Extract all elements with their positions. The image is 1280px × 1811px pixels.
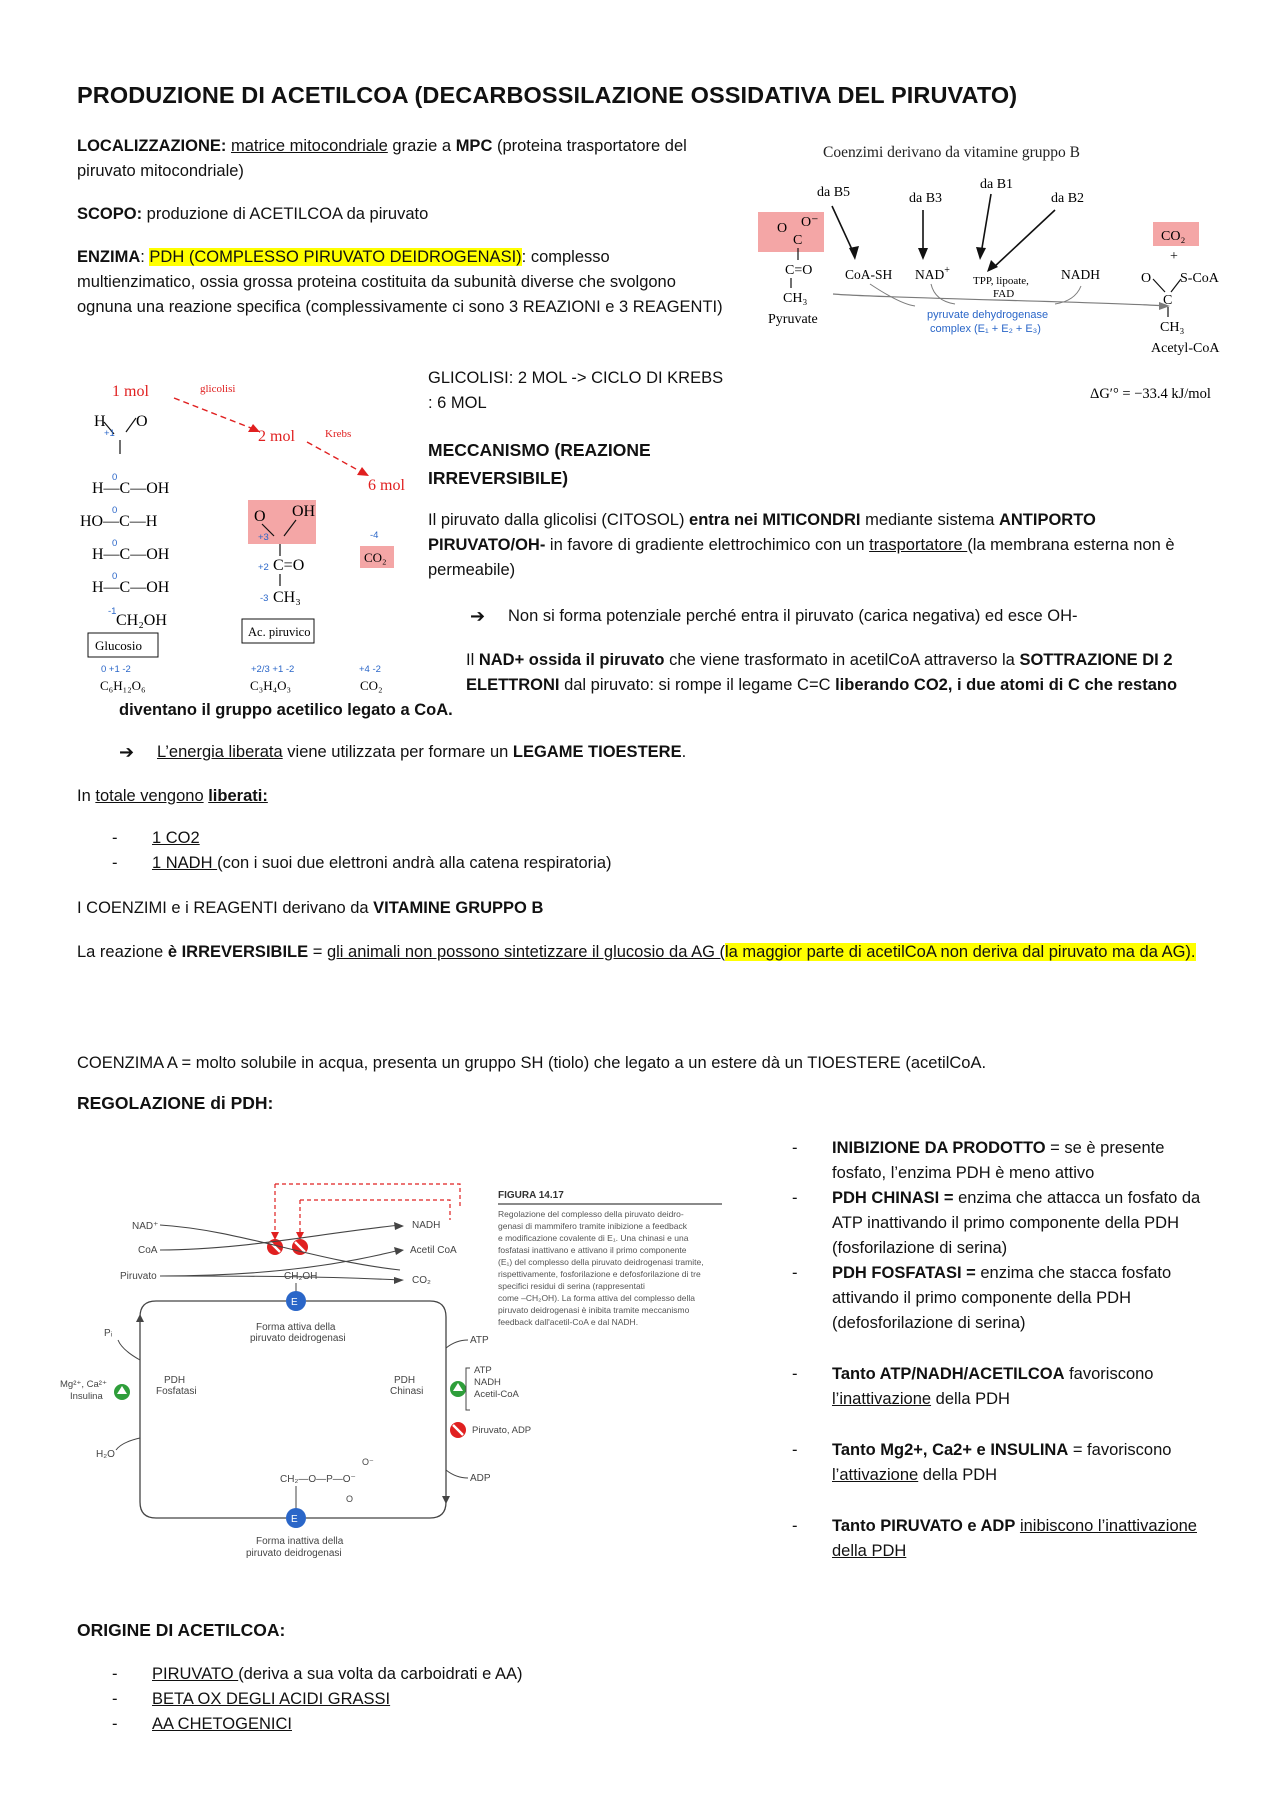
list-item: [112, 1662, 1012, 1687]
dash-icon: -: [792, 1365, 798, 1383]
list-item: [112, 851, 1012, 876]
mechanism-paragraph: [428, 508, 1203, 583]
localizzazione-link: matrice mitocondriale: [231, 137, 388, 155]
da-b2-label: da B2: [1051, 191, 1085, 206]
svg-text:NADH: NADH: [412, 1220, 441, 1231]
co2-label: CO₂: [364, 550, 387, 565]
arrow-icon: ➔: [470, 606, 486, 626]
origine-heading: ORIGINE DI ACETILCOA:: [77, 1620, 286, 1640]
svg-text:C=O: C=O: [273, 557, 305, 574]
svg-text:H—C—OH: H—C—OH: [92, 579, 170, 596]
ac-piruvico-label: Ac. piruvico: [248, 625, 311, 639]
svg-text:rispettivamente, fosforilazion: rispettivamente, fosforilazione e defosforilazione di tre: [498, 1269, 701, 1279]
coenzimi-bold: VITAMINE GRUPPO B: [373, 899, 544, 917]
irrev-bold: è IRREVERSIBILE: [167, 943, 309, 961]
dash-icon: -: [112, 1690, 118, 1708]
meccanismo-heading: MECCANISMO (REAZIONE IRREVERSIBILE): [428, 440, 651, 488]
formula-glucose: C₆H₁₂O₆: [100, 678, 146, 693]
formula-pyruvic: C₃H₄O₃: [250, 678, 292, 693]
glicolisi-note: GLICOLISI: 2 MOL -> CICLO DI KREBS : 6 MOL: [428, 369, 724, 412]
nadh-label: NADH: [1061, 267, 1100, 282]
origine-2-u: AA CHETOGENICI: [152, 1715, 292, 1733]
irrev-underline: gli animali non possono sintetizzare il glucosio da AG (: [326, 943, 725, 961]
svg-text:0 +1 -2: 0 +1 -2: [101, 664, 131, 675]
totale-underline: totale vengono: [95, 787, 204, 805]
svg-text:H₂O: H₂O: [96, 1449, 115, 1460]
list-item: [112, 1712, 1012, 1737]
pyruvate-label: Pyruvate: [768, 312, 818, 327]
svg-text:+2: +2: [258, 562, 269, 573]
reg-0-t: = se è presente fosfato, l’enzima PDH è meno attivo: [832, 1139, 1165, 1182]
nad-label: NAD+: [915, 265, 950, 282]
svg-text:HO—C—H: HO—C—H: [80, 513, 158, 530]
localizzazione-rest: (proteina trasportatore del piruvato mitocondriale): [77, 137, 687, 180]
dash-icon: -: [792, 1517, 798, 1535]
da-b5-label: da B5: [817, 185, 851, 200]
enzyme-name-line2: complex (E₁ + E₂ + E₃): [930, 323, 1041, 335]
origine-list: [112, 1662, 1012, 1737]
list-item: [792, 1438, 1217, 1488]
enzima-highlight: PDH (COMPLESSO PIRUVATO DEIDROGENASI): [149, 248, 522, 266]
localizzazione-paragraph: [77, 134, 737, 184]
svg-text:0: 0: [112, 571, 118, 582]
figure-label: FIGURA 14.17: [498, 1190, 564, 1201]
svg-text:-4: -4: [370, 530, 379, 541]
origine-0-t: (deriva a sua volta da carboidrati e AA): [238, 1665, 523, 1683]
reg2-0-u: l’inattivazione: [832, 1390, 932, 1408]
scopo-text: produzione di ACETILCOA da piruvato: [142, 205, 429, 223]
svg-text:Piruvato, ADP: Piruvato, ADP: [472, 1425, 532, 1436]
svg-text:0: 0: [112, 538, 118, 549]
list-item: [792, 1186, 1217, 1261]
svg-text:-1: -1: [108, 606, 117, 617]
regulation-list: [792, 1136, 1217, 1564]
svg-text:C=O: C=O: [785, 263, 813, 278]
enzima-text: : complesso multienzimatico, ossia grossa proteina costituita da subunità diverse che svolgono ognuna una reazione specifica (complessivamente ci sono 3 REAZIONI e 3 REAGENTI): [77, 248, 723, 316]
svg-text:Acetil CoA: Acetil CoA: [410, 1245, 457, 1256]
dash-icon: -: [112, 854, 118, 872]
mech-underline-1: trasportatore: [869, 536, 968, 554]
delta-g-label: ΔG′° = −33.4 kJ/mol: [1090, 386, 1211, 402]
list-item: [792, 1514, 1217, 1564]
svg-text:Fosfatasi: Fosfatasi: [156, 1386, 197, 1397]
coenzymes-title: Coenzimi derivano da vitamine gruppo B: [823, 144, 1080, 161]
reg2-1-u: l’attivazione: [832, 1466, 919, 1484]
dash-icon: -: [112, 1665, 118, 1683]
liberati-list: [112, 826, 1012, 876]
reg2-1-b: Tanto Mg2+, Ca2+ e INSULINA: [832, 1441, 1069, 1459]
svg-text:-3: -3: [260, 593, 269, 604]
svg-text:PDH: PDH: [394, 1375, 416, 1386]
coenzymes-figure: [755, 136, 1245, 406]
mech-text-4: (la membrana esterna non è permeabile): [428, 536, 1175, 579]
svg-text:O⁻: O⁻: [801, 215, 819, 230]
localizzazione-label: LOCALIZZAZIONE:: [77, 137, 227, 155]
enzima-colon: :: [140, 248, 150, 266]
mol2-label: 2 mol: [258, 428, 295, 445]
reg-2-t: enzima che stacca fosfato attivando il primo componente della PDH (defosforilazione di serina): [832, 1264, 1172, 1332]
reg-1-t: enzima che attacca un fosfato da ATP inattivando il primo componente della PDH (fosforilazione di serina): [832, 1189, 1201, 1257]
svg-text:O⁻: O⁻: [362, 1457, 374, 1467]
svg-text:come –CH₂OH). La forma attiva: come –CH₂OH). La forma attiva del complesso della: [498, 1293, 695, 1303]
energia-underline: L’energia liberata: [157, 743, 283, 761]
krebs-label: Krebs: [325, 428, 352, 440]
enzyme-name-line1: pyruvate dehydrogenase: [927, 309, 1049, 321]
svg-text:CH₂—O—P—O⁻: CH₂—O—P—O⁻: [280, 1474, 356, 1485]
irrev-highlight: la maggior parte di acetilCoA non deriva dal piruvato ma da AG).: [724, 943, 1196, 961]
svg-text:H—C—OH: H—C—OH: [92, 480, 170, 497]
coenzima-a-paragraph: COENZIMA A = molto solubile in acqua, presenta un gruppo SH (tiolo) che legato a un estere dà un TIOESTERE (acetilCoA.: [77, 1054, 987, 1072]
dash-icon: -: [792, 1189, 798, 1207]
nad-text-3: dal piruvato: si rompe il legame C=C: [559, 676, 836, 694]
svg-text:O: O: [136, 413, 148, 430]
mech-bold-1: entra nei MITICONDRI: [689, 511, 861, 529]
svg-text:CO₂: CO₂: [412, 1275, 431, 1286]
svg-text:NADH: NADH: [474, 1377, 501, 1388]
svg-text:(E₁) del complesso della piruv: (E₁) del complesso della piruvato deidrogenasi tramite,: [498, 1257, 704, 1267]
scopo-label: SCOPO:: [77, 205, 143, 223]
reg-0-b: INIBIZIONE DA PRODOTTO: [832, 1139, 1046, 1157]
dash-icon: -: [112, 1715, 118, 1733]
svg-text:0: 0: [112, 472, 118, 483]
svg-text:+4 -2: +4 -2: [359, 664, 381, 675]
svg-text:Piruvato: Piruvato: [120, 1271, 157, 1282]
arrow-icon: ➔: [119, 742, 135, 762]
liberati-1-t: (con i suoi due elettroni andrà alla catena respiratoria): [217, 854, 612, 872]
coenzimi-paragraph: [77, 896, 543, 921]
tpp-label: TPP, lipoate,: [973, 275, 1029, 287]
svg-text:CH₂OH: CH₂OH: [284, 1271, 318, 1282]
dash-icon: -: [792, 1264, 798, 1282]
reg2-0-b: Tanto ATP/NADH/ACETILCOA: [832, 1365, 1065, 1383]
svg-text:O: O: [777, 221, 788, 236]
nad-paragraph: [466, 648, 1211, 698]
svg-text:ADP: ADP: [470, 1473, 491, 1484]
mol6-label: 6 mol: [368, 477, 405, 494]
svg-text:+3: +3: [258, 532, 269, 543]
reg-1-b: PDH CHINASI =: [832, 1189, 954, 1207]
svg-text:Mg²⁺, Ca²⁺: Mg²⁺, Ca²⁺: [60, 1379, 107, 1390]
page-title: PRODUZIONE DI ACETILCOA (DECARBOSSILAZIONE OSSIDATIVA DEL PIRUVATO): [77, 82, 1018, 108]
svg-text:C: C: [1163, 293, 1173, 308]
nad-bold-2: SOTTRAZIONE DI 2 ELETTRONI: [466, 651, 1173, 694]
reg2-0-t2: della PDH: [931, 1390, 1010, 1408]
figure-caption: [498, 1209, 704, 1327]
svg-text:Insulina: Insulina: [70, 1391, 103, 1402]
svg-text:Regolazione del complesso dell: Regolazione del complesso della piruvato deidro-: [498, 1209, 684, 1219]
svg-text:ATP: ATP: [470, 1335, 489, 1346]
svg-text:piruvato deidrogenasi: piruvato deidrogenasi: [250, 1333, 346, 1344]
svg-text:ATP: ATP: [474, 1365, 492, 1376]
mech-bold-2: ANTIPORTO PIRUVATO/OH-: [428, 511, 1096, 554]
svg-text:C: C: [793, 233, 803, 248]
svg-text:O: O: [346, 1494, 354, 1504]
svg-text:PDH: PDH: [164, 1375, 186, 1386]
list-item: [112, 826, 1012, 851]
scopo-paragraph: [77, 202, 737, 227]
formula-co2: CO₂: [360, 678, 383, 693]
irreversibile-paragraph: [77, 940, 1212, 965]
svg-text:H: H: [94, 413, 106, 430]
s-coa-label: S-CoA: [1180, 271, 1219, 286]
svg-text:+2/3 +1 -2: +2/3 +1 -2: [251, 664, 295, 675]
svg-text:Chinasi: Chinasi: [390, 1386, 424, 1397]
list-item: [792, 1136, 1217, 1186]
reg2-0-t: favoriscono: [1064, 1365, 1154, 1383]
mech-text-3: in favore di gradiente elettrochimico con un: [545, 536, 870, 554]
reg2-2-b: Tanto PIRUVATO e ADP: [832, 1517, 1016, 1535]
svg-text:Forma attiva della: Forma attiva della: [256, 1322, 336, 1333]
mol1-label: 1 mol: [112, 383, 149, 400]
irrev-text-2: =: [308, 943, 327, 961]
nad-paragraph-continued: diventano il gruppo acetilico legato a CoA.: [119, 701, 453, 719]
mech-text-2: mediante sistema: [860, 511, 999, 529]
arrow-item-energia: [119, 740, 1019, 765]
origine-0-u: PIRUVATO: [152, 1665, 239, 1683]
nad-bold-3: liberando CO2, i due atomi di C che restano: [835, 676, 1178, 694]
dash-icon: -: [792, 1441, 798, 1459]
svg-text:0: 0: [112, 505, 118, 516]
glucose-oxidation-figure: [70, 374, 420, 699]
svg-text:Forma inattiva della: Forma inattiva della: [256, 1536, 344, 1547]
localizzazione-mpc: MPC: [455, 137, 493, 155]
svg-text:E: E: [291, 1514, 298, 1525]
mech-text-1: Il piruvato dalla glicolisi (CITOSOL): [428, 511, 690, 529]
dash-icon: -: [792, 1139, 798, 1157]
coa-sh-label: CoA-SH: [845, 267, 893, 282]
reg-2-b: PDH FOSFATASI =: [832, 1264, 976, 1282]
totale-text: In: [77, 787, 96, 805]
svg-text:Pᵢ: Pᵢ: [104, 1328, 113, 1339]
svg-text:piruvato deidrogenasi è inibit: piruvato deidrogenasi è inibita tramite meccanismo: [498, 1305, 690, 1315]
dash-icon: -: [112, 829, 118, 847]
liberati-1-u: 1 NADH: [152, 854, 218, 872]
svg-text:fosfatasi inattivano e attivan: fosfatasi inattivano e attivano il primo componente: [498, 1245, 687, 1255]
irrev-text-1: La reazione: [77, 943, 168, 961]
svg-text:O: O: [1141, 271, 1152, 286]
co2-product: CO₂: [1161, 229, 1186, 244]
list-item: [792, 1261, 1217, 1336]
svg-text:NAD⁺: NAD⁺: [132, 1221, 159, 1232]
reg2-1-t2: della PDH: [918, 1466, 998, 1484]
svg-text:piruvato deidrogenasi: piruvato deidrogenasi: [246, 1548, 342, 1559]
svg-text:+: +: [1170, 249, 1178, 264]
svg-text:CoA: CoA: [138, 1245, 158, 1256]
svg-text:e modificazione covalente di E: e modificazione covalente di E₁. Una chinasi e una: [498, 1233, 689, 1243]
nad-text-2: che viene trasformato in acetilCoA attraverso la: [664, 651, 1020, 669]
acetyl-coa-label: Acetyl-CoA: [1151, 341, 1220, 356]
totale-bold: liberati:: [208, 787, 268, 805]
pdh-regulation-figure: [60, 1180, 730, 1570]
svg-text:feedback dall'acetil-CoA e dal: feedback dall'acetil-CoA e dal NADH.: [498, 1317, 639, 1327]
svg-text:Acetil-CoA: Acetil-CoA: [474, 1389, 519, 1400]
fad-label: FAD: [993, 288, 1015, 300]
svg-text:CH₃: CH₃: [1160, 320, 1185, 335]
origine-1-u: BETA OX DEGLI ACIDI GRASSI: [152, 1690, 391, 1708]
svg-text:O: O: [254, 508, 266, 525]
svg-text:CH₃: CH₃: [273, 589, 301, 606]
svg-text:genasi di mammifero tramite in: genasi di mammifero tramite inibizione a feedback: [498, 1221, 687, 1231]
energia-bold: LEGAME TIOESTERE: [512, 743, 682, 761]
energia-end: .: [681, 743, 687, 761]
localizzazione-mid: grazie a: [387, 137, 456, 155]
svg-text:H—C—OH: H—C—OH: [92, 546, 170, 563]
nad-text-1: Il: [466, 651, 479, 669]
svg-text:OH: OH: [292, 503, 316, 520]
arrow-item-1-text: Non si forma potenziale perché entra il piruvato (carica negativa) ed esce OH-: [508, 607, 1078, 625]
enzima-label: ENZIMA: [77, 248, 141, 266]
da-b3-label: da B3: [909, 191, 943, 206]
nad-bold-1: NAD+ ossida il piruvato: [478, 651, 665, 669]
reg2-1-t: = favoriscono: [1068, 1441, 1172, 1459]
list-item: [792, 1362, 1217, 1412]
coenzimi-text: I COENZIMI e i REAGENTI derivano da: [77, 899, 374, 917]
reg2-2-u: inibiscono l’inattivazione della PDH: [832, 1517, 1197, 1560]
svg-text:E: E: [291, 1297, 298, 1308]
enzima-paragraph: [77, 245, 732, 320]
liberati-0-u: 1 CO2: [152, 829, 200, 847]
totale-paragraph: [77, 784, 268, 809]
glicolisi-label: glicolisi: [200, 383, 236, 395]
svg-text:specifici residui di serina (r: specifici residui di serina (rappresentati: [498, 1281, 645, 1291]
list-item: [112, 1687, 1012, 1712]
energia-text: viene utilizzata per formare un: [282, 743, 513, 761]
svg-text:CH₂OH: CH₂OH: [116, 612, 167, 629]
glucosio-label: Glucosio: [95, 638, 142, 653]
svg-text:CH₃: CH₃: [783, 291, 808, 306]
arrow-item-potenziale: [470, 604, 1190, 629]
da-b1-label: da B1: [980, 177, 1014, 192]
regolazione-heading: REGOLAZIONE di PDH:: [77, 1093, 274, 1113]
svg-text:+1: +1: [104, 428, 115, 439]
